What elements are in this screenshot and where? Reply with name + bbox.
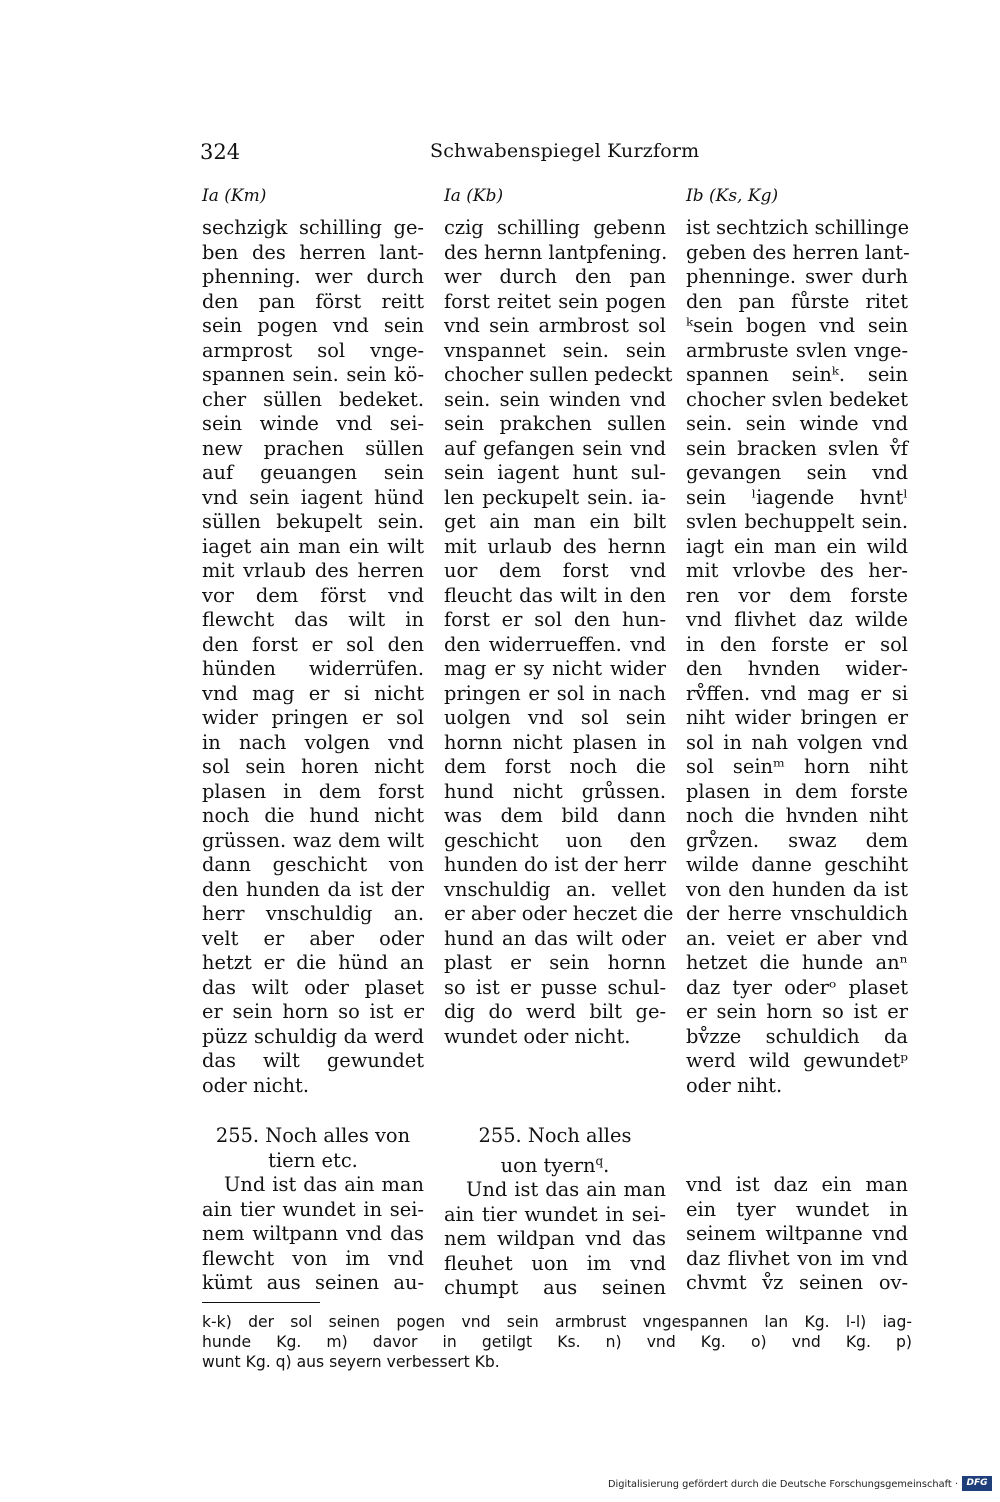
text-line: uor dem forst vnd [444,559,666,582]
section-line: fleuhet uon im vnd [444,1251,666,1275]
running-title: Schwabenspiegel Kurzform [430,140,700,162]
text-line: püzz schuldig da werd [202,1024,424,1048]
text-line: iagt ein man ein wild [686,534,908,558]
text-line: spannen seinᵏ. sein [686,363,908,386]
text-line: den pan fůrste ritet [686,289,908,313]
digitization-credit: Digitalisierung gefördert durch die Deutsche Forschungsgemeinschaft · [608,1479,958,1490]
text-line: wilde danne geschiht [686,853,908,876]
text-line: armprost sol vnge- [202,338,424,362]
text-line: hünden widerrüfen. [202,657,424,680]
section-line: Und ist das ain man [224,1173,424,1196]
text-line: den widerrueffen. vnd [444,632,666,656]
column-text-kb [444,216,674,1049]
section-title: tiern etc. [268,1148,358,1172]
section-line: daz flivhet von im vnd [686,1246,908,1270]
text-line: velt er aber oder [202,926,424,950]
section-line: nem wildpan vnd das [444,1227,666,1250]
text-line: süllen bekupelt sein. [202,510,424,533]
section-255-ks-kg [686,1173,908,1296]
text-line: oder nicht. [202,1073,309,1097]
footnote-rule [202,1302,320,1303]
text-line: iaget ain man ein wilt [202,534,424,558]
text-line: flewcht das wilt in [202,608,424,631]
section-line: ain tier wundet in sei- [444,1202,666,1226]
column-heading-ks-kg: Ib (Ks, Kg) [686,186,779,206]
text-line: sein prakchen sullen [444,412,666,435]
text-line: noch die hvnden niht [686,804,908,827]
text-line: phenninge. swer durh [686,265,908,288]
section-line: flewcht von im vnd [202,1246,424,1270]
text-line: plast er sein hornn [444,951,666,974]
text-line: auf gefangen sein vnd [444,436,666,460]
text-line: herr vnschuldig an. [202,902,424,925]
section-line: kümt aus seinen au- [202,1271,424,1294]
text-line: er aber oder heczet die [444,902,674,925]
text-line: sein pogen vnd sein [202,314,424,337]
footnotes [202,1312,912,1372]
text-line: ᵏsein bogen vnd sein [686,314,908,337]
text-line: forst reitet sein pogen [444,289,666,313]
text-line: vnschuldig an. vellet [444,877,666,901]
text-line: was dem bild dann [444,804,666,827]
text-line: mit vrlaub des herren [202,559,424,582]
text-line: vnd sein iagent hünd [202,485,424,509]
page-number: 324 [200,140,241,164]
text-line: hunden do ist der herr [444,853,667,876]
text-line: der herre vnschuldich [686,902,908,925]
text-line: so ist er pusse schul- [444,975,666,999]
text-line: uolgen vnd sol sein [444,706,666,729]
text-line: sein. sein winde vnd [686,412,908,435]
text-line: hund nicht grůssen. [444,779,666,803]
text-line: sol in nah volgen vnd [686,730,908,754]
text-line: plasen in dem forste [686,779,908,803]
section-title: 255. Noch alles von [215,1124,411,1147]
text-line: pringen er sol in nach [444,681,666,705]
text-line: sol sein horen nicht [202,755,424,778]
text-line: vnspannet sein. sein [444,338,666,362]
text-line: an. veiet er aber vnd [686,926,908,950]
text-line: phenning. wer durch [202,265,424,288]
text-line: oder niht. [686,1073,783,1097]
text-line: werd wild gewundetᵖ [686,1049,908,1072]
text-line: hornn nicht plasen in [444,730,666,754]
text-line: wider pringen er sol [202,706,424,729]
column-heading-km: Ia (Km) [202,186,267,206]
text-line: vnd flivhet daz wilde [686,608,908,631]
text-line: vnd sein armbrost sol [444,314,666,337]
text-line: sein ˡiagende hvntˡ [686,485,908,509]
section-line: ein tyer wundet in [686,1197,908,1221]
section-line: chumpt aus seinen [444,1276,666,1299]
column-text-km [202,216,424,1098]
text-line: geben des herren lant- [686,240,910,264]
text-line: bv̊zze schuldich da [686,1024,908,1048]
text-line: get ain man ein bilt [444,510,666,533]
text-line: spannen sein. sein kö- [202,363,424,386]
text-line: sechzigk schilling ge- [202,216,424,239]
text-line: ren vor dem forste [686,583,908,607]
footnote-line: wunt Kg. q) aus seyern verbessert Kb. [202,1353,500,1371]
text-line: cher süllen bedeket. [202,387,424,411]
text-line: das wilt gewundet [202,1049,424,1072]
text-line: sein bracken svlen v̊f [686,436,908,460]
text-line: rv̊ffen. vnd mag er si [686,681,908,705]
text-line: chocher sullen pedeckt [444,363,673,386]
text-line: new prachen süllen [202,436,424,460]
section-line: chvmt v̊z seinen ov- [686,1271,908,1294]
text-line: svlen bechuppelt sein. [686,510,908,533]
text-line: grv̊zen. swaz dem [686,828,908,852]
section-255-km [202,1124,424,1296]
text-line: wer durch den pan [444,265,666,288]
text-line: sein winde vnd sei- [202,412,424,435]
footnote-line: hunde Kg. m) davor in getilgt Ks. n) vnd Kg. o) vnd Kg. p) [202,1333,912,1351]
text-line: grüssen. waz dem wilt [202,828,424,852]
text-line: er sein horn so ist er [202,1000,424,1023]
text-line: chocher svlen bedeket [686,387,908,411]
text-line: mag er sy nicht wider [444,657,666,680]
text-line: dann geschicht von [202,853,424,876]
text-line: in nach volgen vnd [202,730,424,754]
text-line: hund an das wilt oder [444,926,666,950]
section-line: vnd ist daz ein man [686,1173,908,1196]
text-line: dem forst noch die [444,755,666,778]
section-title: 255. Noch alles [478,1124,632,1147]
column-text-ks-kg [686,216,908,1098]
text-line: des hernn lantpfening. [444,240,668,264]
text-line: armbruste svlen vnge- [686,338,908,362]
text-line: sol seinᵐ horn niht [686,755,908,778]
text-line: vnd mag er si nicht [202,681,424,705]
dfg-logo: DFG [962,1476,992,1491]
text-line: fleucht das wilt in den [444,583,666,607]
text-line: plasen in dem forst [202,779,424,803]
text-line: geschicht uon den [444,828,666,852]
text-line: das wilt oder plaset [202,975,424,999]
text-line: vor dem först vnd [202,583,424,607]
section-line: Und ist das ain man [466,1178,666,1201]
text-line: mit urlaub des hernn [444,534,666,558]
section-line: ain tier wundet in sei- [202,1197,424,1221]
text-line: hetzt er die hünd an [202,951,424,974]
text-line: auf geuangen sein [202,461,424,484]
text-line: noch die hund nicht [202,804,424,827]
text-line: forst er sol den hun- [444,608,666,631]
text-line: daz tyer oderᵒ plaset [686,975,908,999]
text-line: den forst er sol den [202,632,424,656]
text-line: von den hunden da ist [686,877,908,901]
text-line: in den forste er sol [686,632,908,656]
section-line: nem wiltpann vnd das [202,1222,424,1245]
text-line: ben des herren lant- [202,240,424,264]
text-line: dig do werd bilt ge- [444,1000,666,1023]
text-line: gevangen sein vnd [686,461,908,484]
text-line: czig schilling gebenn [444,216,666,239]
text-line: ist sechtzich schillinge [686,216,910,239]
footnote-line: k-k) der sol seinen pogen vnd sein armbrust vngespannen lan Kg. l-l) iag- [202,1313,912,1331]
section-255-kb [444,1124,666,1301]
section-line: seinem wiltpanne vnd [686,1222,908,1245]
text-line: hetzet die hunde anⁿ [686,951,908,974]
footnote-marker: q [595,1153,604,1168]
text-line: den pan först reitt [202,289,424,313]
text-line: sein. sein winden vnd [444,387,666,411]
text-line: len peckupelt sein. ia- [444,485,666,509]
text-line: den hvnden wider- [686,657,908,680]
text-line: er sein horn so ist er [686,1000,908,1023]
text-line: wundet oder nicht. [444,1024,631,1048]
column-heading-kb: Ia (Kb) [444,186,504,206]
text-line: sein iagent hunt sul- [444,461,666,484]
section-title: uon tyern$^q$. [500,1153,610,1177]
text-line: niht wider bringen er [686,706,908,729]
text-line: den hunden da ist der [202,877,424,901]
text-line: mit vrlovbe des her- [686,559,908,582]
